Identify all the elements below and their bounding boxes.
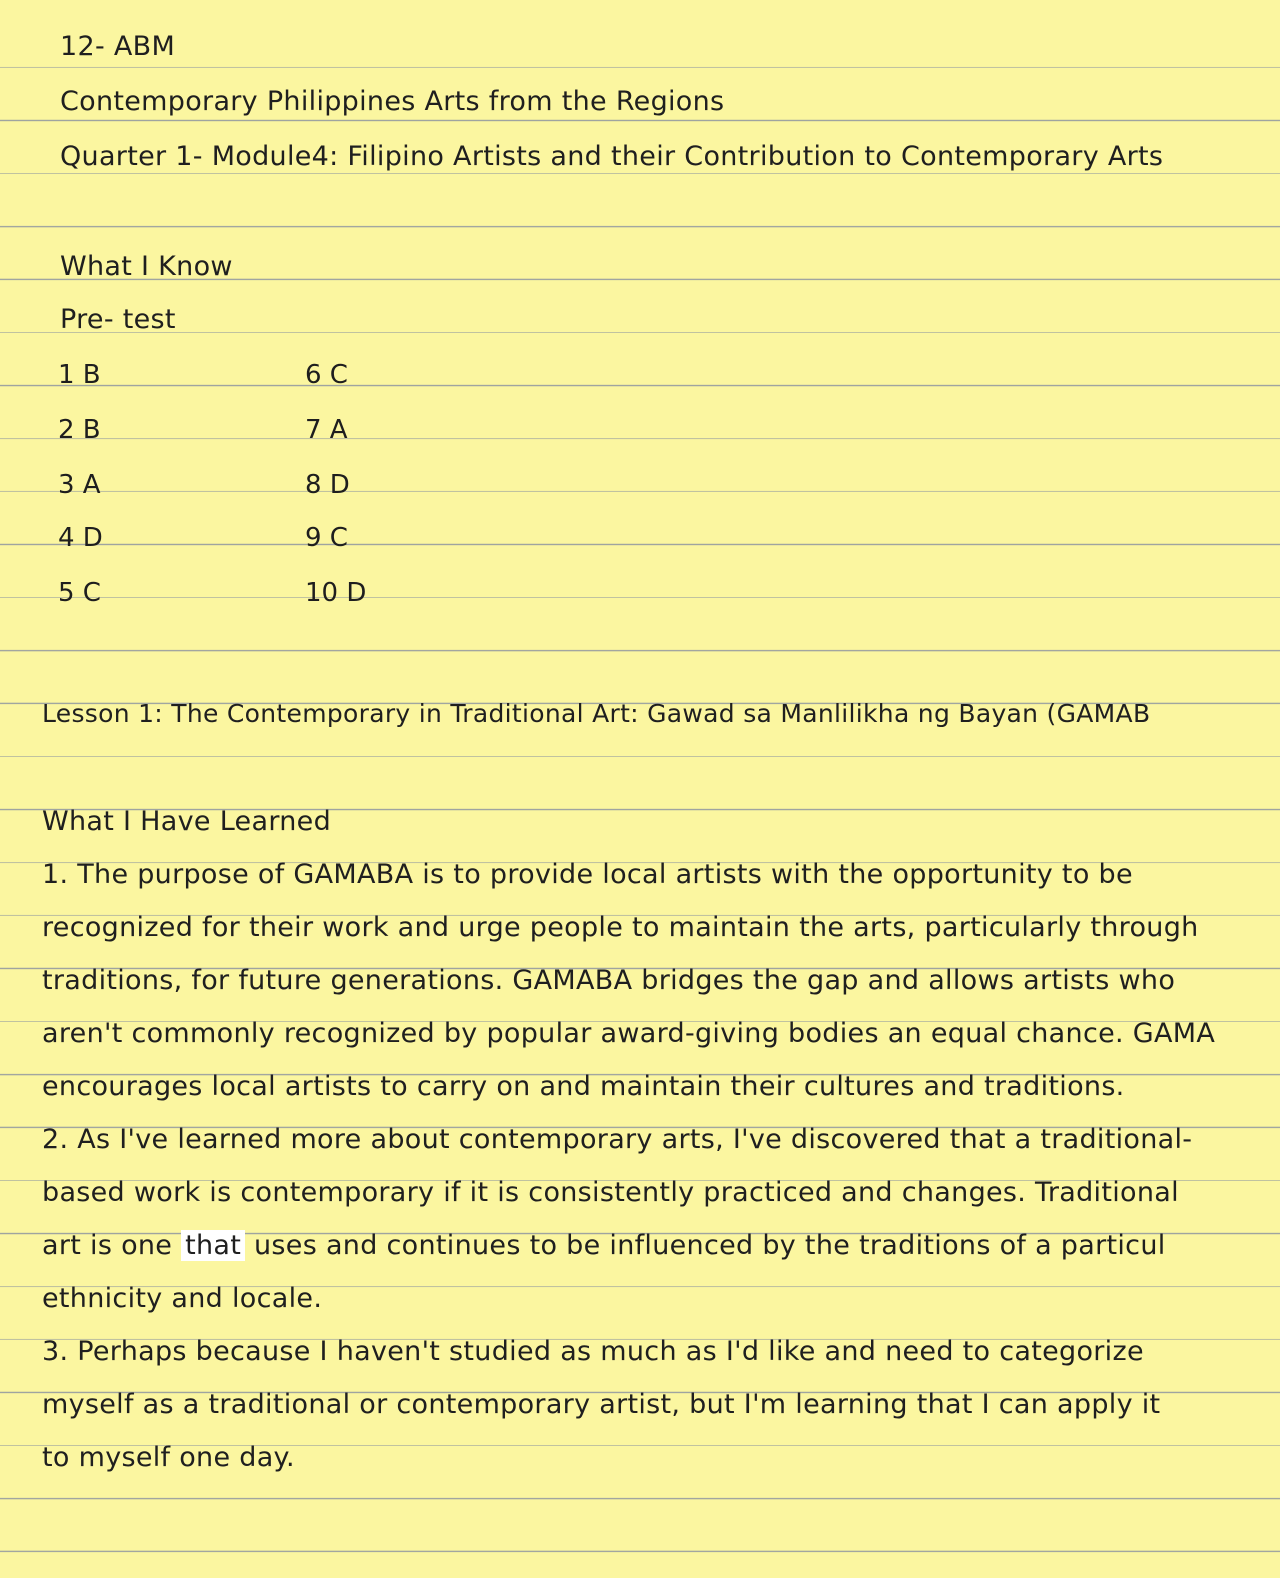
pretest-answer-1: 1 B	[58, 360, 101, 390]
heading-what-i-know: What I Know	[60, 251, 233, 282]
answer-line: to myself one day.	[42, 1442, 295, 1473]
heading-pretest: Pre- test	[60, 304, 176, 335]
pretest-answer-5: 5 C	[58, 578, 101, 608]
answer-line: myself as a traditional or contemporary artist, but I'm learning that I can apply it	[42, 1389, 1161, 1420]
module-title: Quarter 1- Module4: Filipino Artists and their Contribution to Contemporary Arts	[60, 141, 1164, 172]
pretest-answer-6: 6 C	[305, 360, 348, 390]
answer-line: encourages local artists to carry on and maintain their cultures and traditions.	[42, 1071, 1125, 1102]
answer-line: aren't commonly recognized by popular award-giving bodies an equal chance. GAMA	[42, 1018, 1216, 1049]
answer-line: 2. As I've learned more about contemporary arts, I've discovered that a traditional-	[42, 1124, 1193, 1155]
lesson-title: Lesson 1: The Contemporary in Traditional Art: Gawad sa Manlilikha ng Bayan (GAMAB	[42, 699, 1151, 728]
heading-what-i-have-learned: What I Have Learned	[42, 806, 332, 837]
pretest-answer-3: 3 A	[58, 470, 101, 500]
answer-line: 3. Perhaps because I haven't studied as much as I'd like and need to categorize	[42, 1336, 1144, 1367]
pretest-answer-9: 9 C	[305, 523, 348, 553]
answer-line: ethnicity and locale.	[42, 1283, 323, 1314]
pretest-answer-2: 2 B	[58, 415, 101, 445]
answer-line: traditions, for future generations. GAMABA bridges the gap and allows artists who	[42, 965, 1176, 996]
pretest-answer-7: 7 A	[305, 415, 348, 445]
pretest-answer-8: 8 D	[305, 470, 350, 500]
subject-title: Contemporary Philippines Arts from the Regions	[60, 86, 725, 117]
answer-line: based work is contemporary if it is consistently practiced and changes. Traditional	[42, 1177, 1179, 1208]
answer-line-part: uses and continues to be influenced by the traditions of a particul	[245, 1230, 1166, 1261]
pretest-answer-10: 10 D	[305, 578, 367, 608]
highlighted-word: that	[181, 1230, 245, 1261]
section-label: 12- ABM	[60, 31, 176, 62]
answer-line	[42, 1232, 1272, 1259]
answer-line: recognized for their work and urge people to maintain the arts, particularly through	[42, 912, 1199, 943]
pretest-answer-4: 4 D	[58, 523, 103, 553]
answer-line-part: art is one	[42, 1230, 182, 1261]
answer-line: 1. The purpose of GAMABA is to provide local artists with the opportunity to be	[42, 859, 1133, 890]
